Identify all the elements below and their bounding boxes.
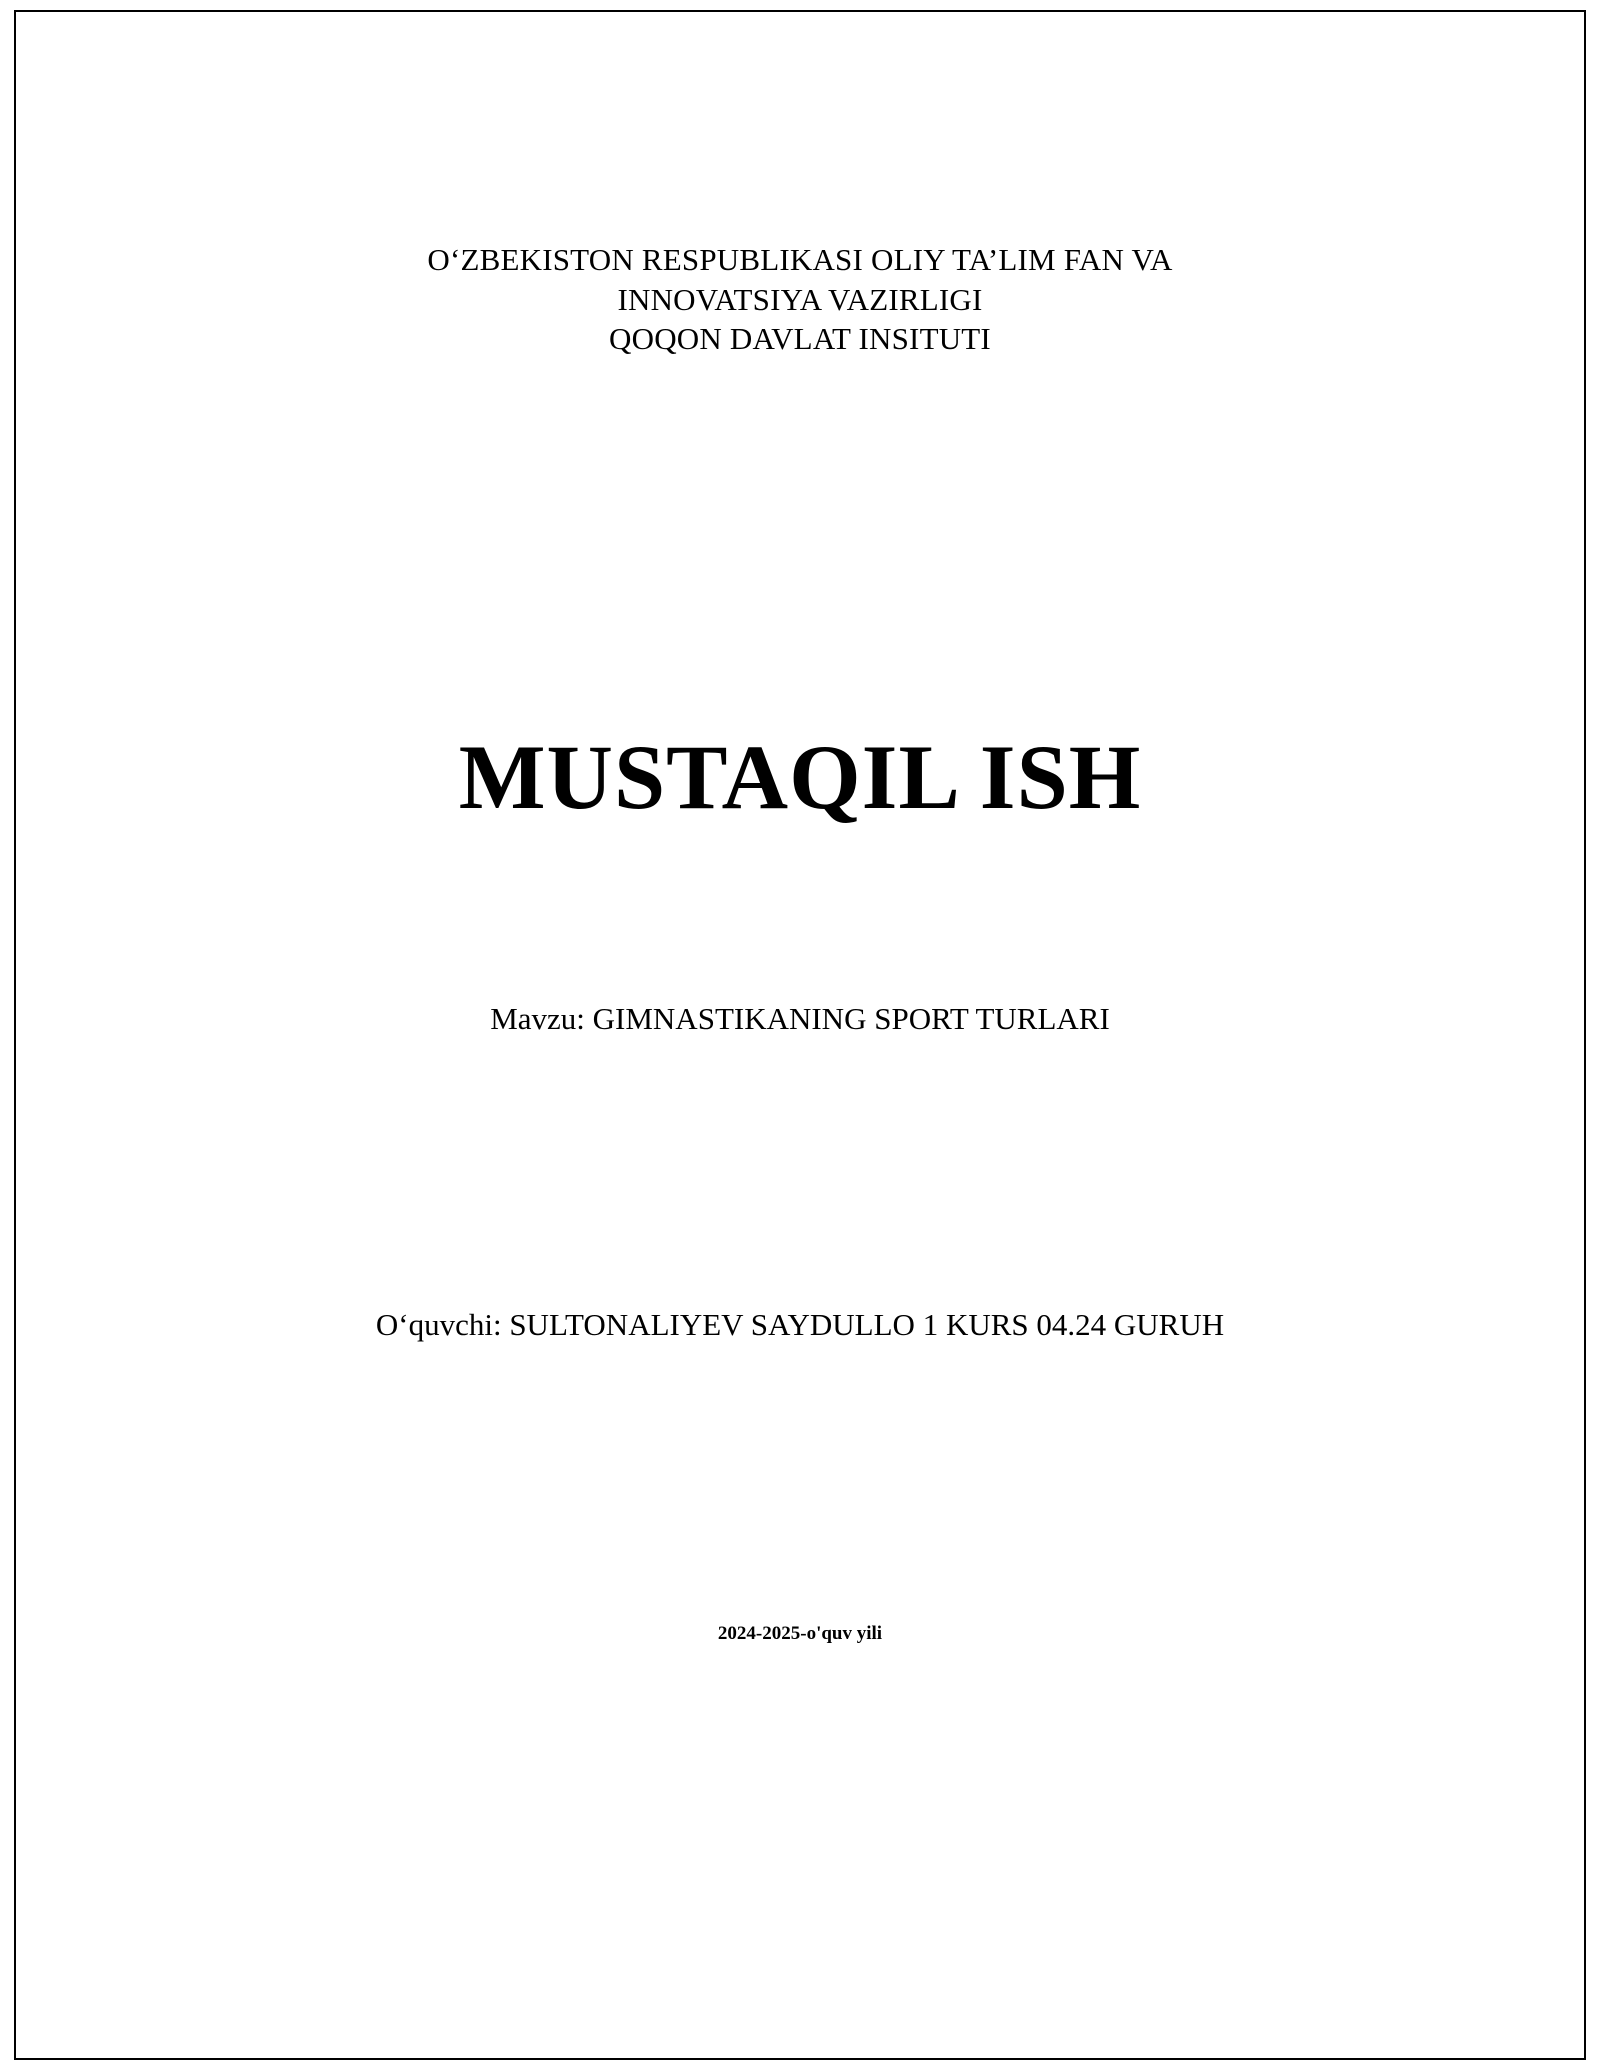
organization-line-2: INNOVATSIYA VAZIRLIGI — [617, 281, 983, 317]
organization-line-1: O‘ZBEKISTON RESPUBLIKASI OLIY TA’LIM FAN VA — [427, 242, 1173, 277]
organization-line-3: QOQON DAVLAT INSITUTI — [609, 321, 991, 357]
page-title: MUSTAQIL ISH — [458, 726, 1142, 829]
organization-heading — [134, 240, 1466, 359]
academic-year-line: 2024-2025-o'quv yili — [717, 1622, 883, 1644]
title-page-content — [14, 10, 1586, 2060]
subject-line: Mavzu: GIMNASTIKANING SPORT TURLARI — [490, 1000, 1110, 1036]
student-line: O‘quvchi: SULTONALIYEV SAYDULLO 1 KURS 04.24 GURUH — [375, 1306, 1225, 1342]
